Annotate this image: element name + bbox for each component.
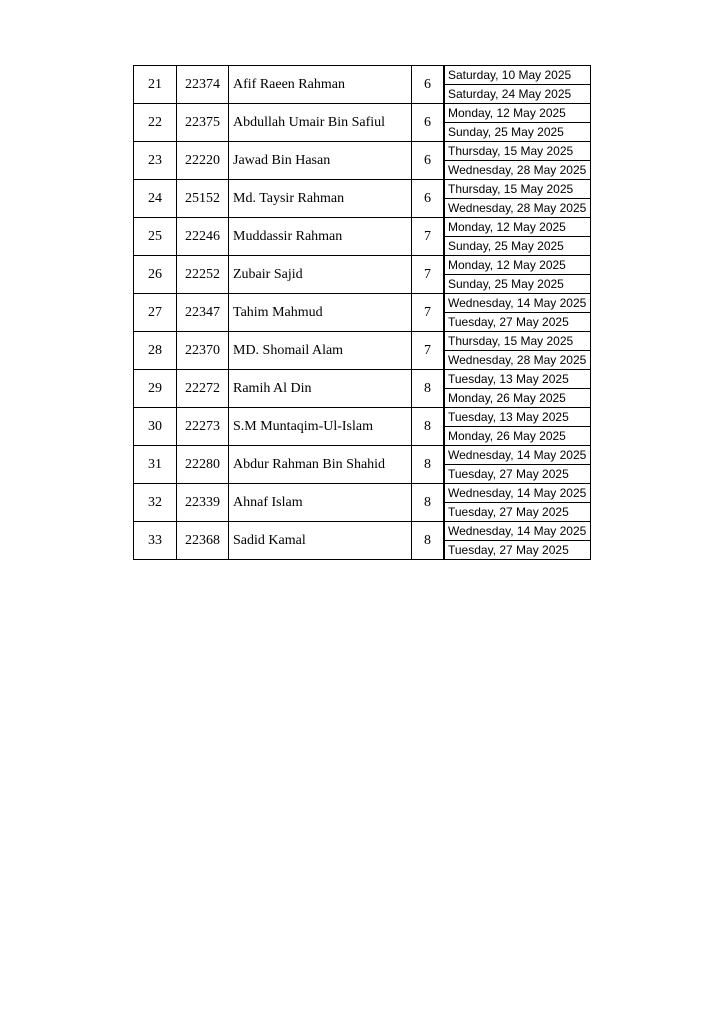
second-date-cell: Saturday, 24 May 2025: [445, 85, 591, 104]
student-id-cell: 22280: [177, 446, 229, 484]
student-name-cell: Afif Raeen Rahman: [229, 66, 412, 104]
second-date-cell: Tuesday, 27 May 2025: [445, 465, 591, 484]
student-id-cell: 22368: [177, 522, 229, 560]
first-date-cell: Tuesday, 13 May 2025: [445, 370, 591, 389]
serial-number-cell: 32: [134, 484, 177, 522]
class-cell: 6: [412, 180, 444, 218]
student-name-cell: Jawad Bin Hasan: [229, 142, 412, 180]
student-name-cell: Abdur Rahman Bin Shahid: [229, 446, 412, 484]
first-date-cell: Monday, 12 May 2025: [445, 104, 591, 123]
second-date-cell: Wednesday, 28 May 2025: [445, 199, 591, 218]
student-name-cell: Abdullah Umair Bin Safiul: [229, 104, 412, 142]
student-id-cell: 22252: [177, 256, 229, 294]
student-id-cell: 22220: [177, 142, 229, 180]
first-date-cell: Thursday, 15 May 2025: [445, 180, 591, 199]
student-name-cell: Muddassir Rahman: [229, 218, 412, 256]
serial-number-cell: 28: [134, 332, 177, 370]
class-cell: 6: [412, 142, 444, 180]
student-id-cell: 22339: [177, 484, 229, 522]
schedule-table: [133, 65, 591, 560]
class-cell: 8: [412, 408, 444, 446]
student-id-cell: 25152: [177, 180, 229, 218]
first-date-cell: Tuesday, 13 May 2025: [445, 408, 591, 427]
student-name-cell: MD. Shomail Alam: [229, 332, 412, 370]
first-date-cell: Wednesday, 14 May 2025: [445, 294, 591, 313]
first-date-cell: Wednesday, 14 May 2025: [445, 446, 591, 465]
second-date-cell: Monday, 26 May 2025: [445, 427, 591, 446]
second-date-cell: Monday, 26 May 2025: [445, 389, 591, 408]
first-date-cell: Wednesday, 14 May 2025: [445, 484, 591, 503]
class-cell: 8: [412, 522, 444, 560]
schedule-table-body: [134, 66, 591, 560]
table-row: [134, 294, 591, 313]
serial-number-cell: 21: [134, 66, 177, 104]
table-row: [134, 180, 591, 199]
table-row: [134, 104, 591, 123]
class-cell: 7: [412, 256, 444, 294]
second-date-cell: Sunday, 25 May 2025: [445, 275, 591, 294]
serial-number-cell: 26: [134, 256, 177, 294]
student-id-cell: 22272: [177, 370, 229, 408]
table-row: [134, 256, 591, 275]
table-row: [134, 370, 591, 389]
table-row: [134, 218, 591, 237]
class-cell: 7: [412, 294, 444, 332]
table-row: [134, 446, 591, 465]
class-cell: 8: [412, 370, 444, 408]
first-date-cell: Monday, 12 May 2025: [445, 256, 591, 275]
student-name-cell: Ramih Al Din: [229, 370, 412, 408]
second-date-cell: Tuesday, 27 May 2025: [445, 313, 591, 332]
student-name-cell: Tahim Mahmud: [229, 294, 412, 332]
class-cell: 7: [412, 332, 444, 370]
student-id-cell: 22374: [177, 66, 229, 104]
class-cell: 6: [412, 66, 444, 104]
serial-number-cell: 29: [134, 370, 177, 408]
serial-number-cell: 27: [134, 294, 177, 332]
first-date-cell: Thursday, 15 May 2025: [445, 142, 591, 161]
table-row: [134, 142, 591, 161]
second-date-cell: Wednesday, 28 May 2025: [445, 351, 591, 370]
serial-number-cell: 25: [134, 218, 177, 256]
first-date-cell: Thursday, 15 May 2025: [445, 332, 591, 351]
serial-number-cell: 31: [134, 446, 177, 484]
student-id-cell: 22370: [177, 332, 229, 370]
second-date-cell: Tuesday, 27 May 2025: [445, 503, 591, 522]
serial-number-cell: 23: [134, 142, 177, 180]
serial-number-cell: 30: [134, 408, 177, 446]
class-cell: 8: [412, 446, 444, 484]
student-id-cell: 22347: [177, 294, 229, 332]
serial-number-cell: 22: [134, 104, 177, 142]
serial-number-cell: 33: [134, 522, 177, 560]
student-name-cell: Zubair Sajid: [229, 256, 412, 294]
table-row: [134, 484, 591, 503]
student-name-cell: Ahnaf Islam: [229, 484, 412, 522]
table-row: [134, 522, 591, 541]
class-cell: 6: [412, 104, 444, 142]
table-row: [134, 66, 591, 85]
first-date-cell: Wednesday, 14 May 2025: [445, 522, 591, 541]
second-date-cell: Sunday, 25 May 2025: [445, 237, 591, 256]
student-id-cell: 22273: [177, 408, 229, 446]
class-cell: 8: [412, 484, 444, 522]
second-date-cell: Wednesday, 28 May 2025: [445, 161, 591, 180]
student-name-cell: Md. Taysir Rahman: [229, 180, 412, 218]
serial-number-cell: 24: [134, 180, 177, 218]
table-row: [134, 408, 591, 427]
second-date-cell: Tuesday, 27 May 2025: [445, 541, 591, 560]
student-id-cell: 22246: [177, 218, 229, 256]
student-id-cell: 22375: [177, 104, 229, 142]
first-date-cell: Saturday, 10 May 2025: [445, 66, 591, 85]
class-cell: 7: [412, 218, 444, 256]
second-date-cell: Sunday, 25 May 2025: [445, 123, 591, 142]
table-row: [134, 332, 591, 351]
student-name-cell: S.M Muntaqim-Ul-Islam: [229, 408, 412, 446]
student-name-cell: Sadid Kamal: [229, 522, 412, 560]
first-date-cell: Monday, 12 May 2025: [445, 218, 591, 237]
